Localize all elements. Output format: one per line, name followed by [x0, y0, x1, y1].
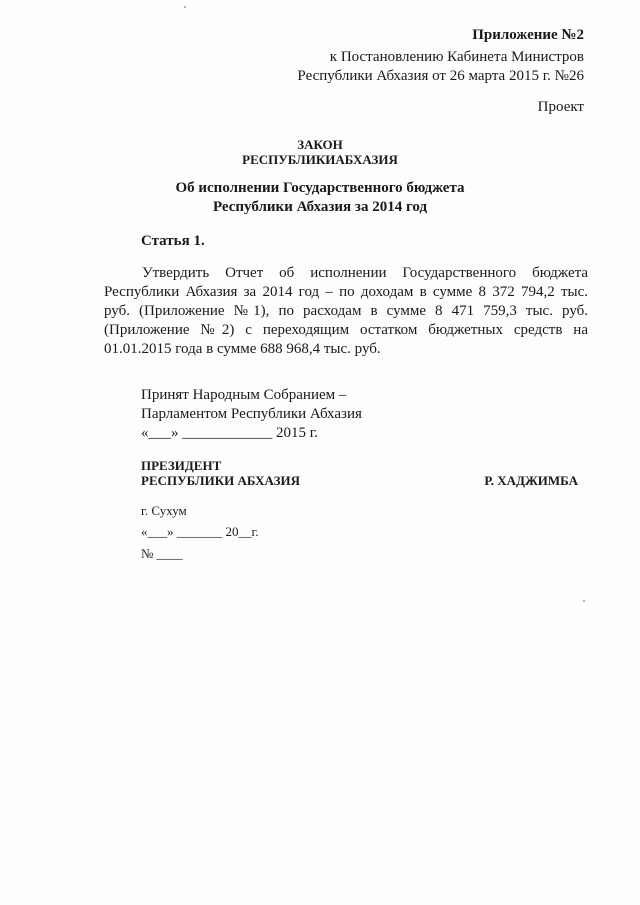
president-title-line2: РЕСПУБЛИКИ АБХАЗИЯ: [141, 473, 300, 488]
article-line: 01.01.2015 года в сумме 688 968,4 тыс. руб.: [104, 341, 381, 357]
scan-speck: [583, 600, 585, 602]
article-heading: Статья 1.: [141, 233, 205, 249]
draft-label: Проект: [537, 99, 584, 115]
adoption-line2: Парламентом Республики Абхазия: [141, 406, 362, 422]
president-title-line1: ПРЕЗИДЕНТ: [141, 458, 222, 473]
appendix-reference-line1: к Постановлению Кабинета Министров: [329, 49, 584, 65]
article-line: Утвердить Отчет об исполнении Государственного бюджета: [142, 265, 588, 281]
article-body: [104, 264, 588, 359]
adoption-date: «___» ____________ 2015 г.: [141, 425, 318, 441]
law-subject-line1: Об исполнении Государственного бюджета: [175, 180, 465, 196]
article-line: руб. (Приложение №1), по расходам в сумме 8 471 759,3 тыс. руб.: [104, 303, 588, 319]
president-name: Р. ХАДЖИМБА: [484, 473, 578, 488]
appendix-title: Приложение №2: [472, 27, 584, 43]
article-line: Республики Абхазия за 2014 год – по доходам в сумме 8 372 794,2 тыс.: [104, 284, 588, 300]
article-line: (Приложение №2) с переходящим остатком бюджетных средств на: [104, 322, 588, 338]
signing-date: «___» _______ 20__г.: [141, 524, 259, 539]
appendix-reference-line2: Республики Абхазия от 26 марта 2015 г. №26: [297, 68, 584, 84]
adoption-line1: Принят Народным Собранием –: [141, 387, 347, 403]
law-subject-line2: Республики Абхазия за 2014 год: [212, 199, 428, 215]
city-label: г. Сухум: [141, 503, 187, 518]
law-heading: ЗАКОН: [297, 137, 343, 152]
document-number: № ____: [141, 546, 183, 561]
republic-heading: РЕСПУБЛИКИАБХАЗИЯ: [242, 152, 398, 167]
scan-speck: [184, 6, 186, 8]
